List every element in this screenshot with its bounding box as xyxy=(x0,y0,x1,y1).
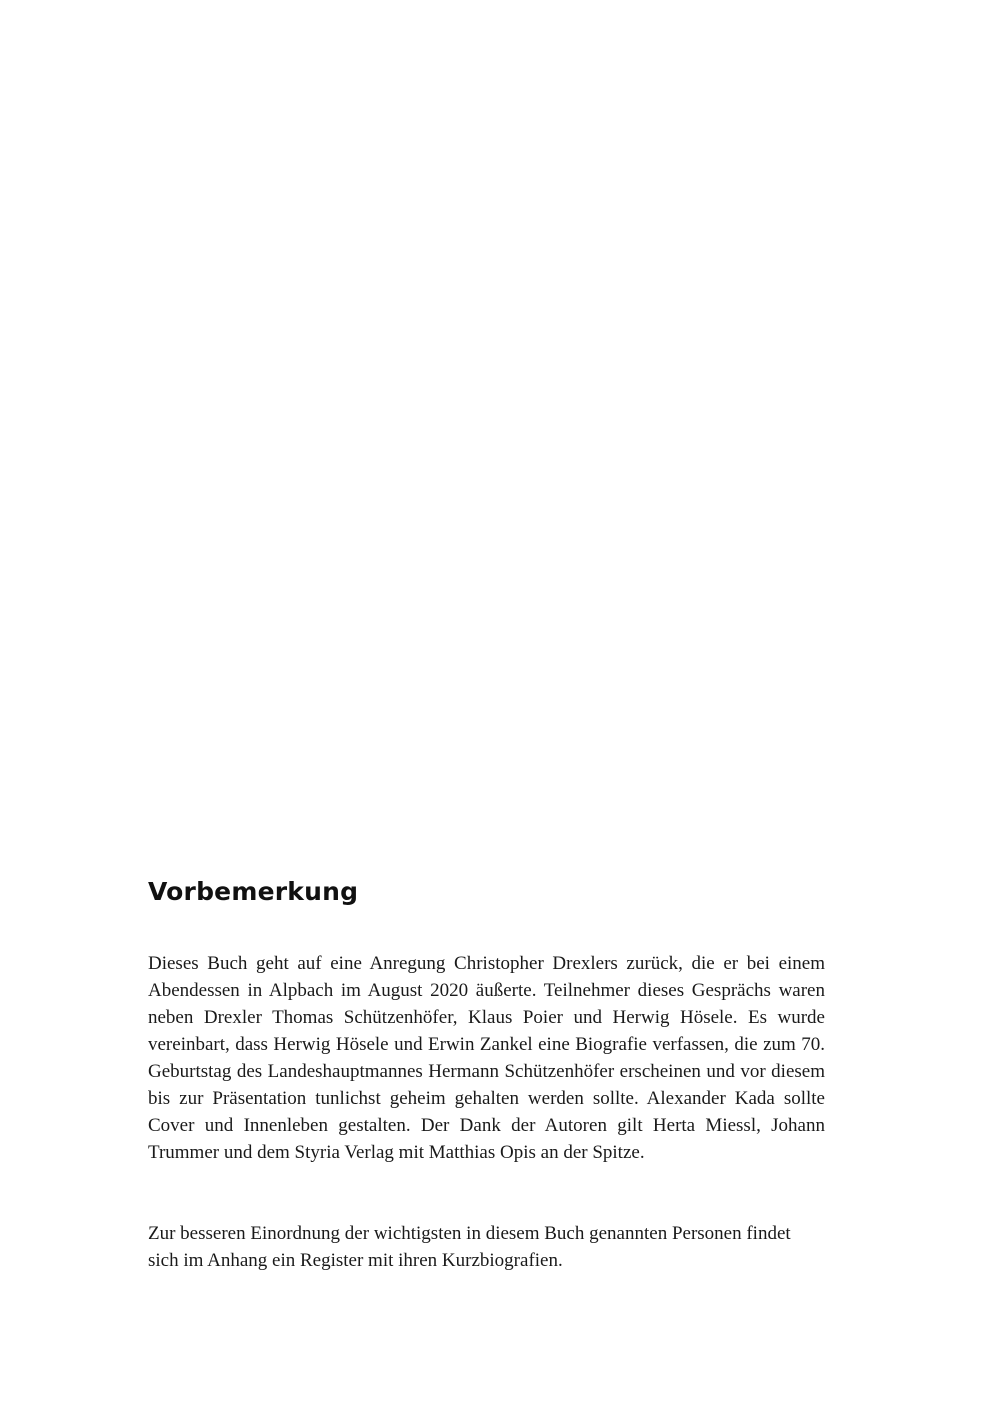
body-paragraph: Zur besseren Einordnung der wichtigsten in diesem Buch genannten Personen findet sich im Anhang ein Register mit ihren Kurzbiografien. xyxy=(148,1223,791,1271)
preface-section xyxy=(148,872,825,1274)
body-paragraph: Dieses Buch geht auf eine Anregung Christopher Drexlers zurück, die er bei einem Abendessen in Alpbach im August 2020 äußerte. Teilnehmer dieses Gesprächs waren neben Drexler Thomas Schützenhöfer, Klaus Poier und Herwig Hösele. Es wurde vereinbart, dass Herwig Hösele und Erwin Zankel eine Biografie verfassen, die zum 70. Geburtstag des Landeshauptmannes Hermann Schützenhöfer erscheinen und vor diesem bis zur Präsentation tunlichst geheim gehalten werden sollte. Alexander Kada sollte Cover und Innenleben gestalten. Der Dank der Autoren gilt Herta Miessl, Johann Trummer und dem Styria Verlag mit Matthias Opis an der Spitze. xyxy=(148,953,825,1163)
section-heading: Vorbemerkung xyxy=(148,877,359,906)
